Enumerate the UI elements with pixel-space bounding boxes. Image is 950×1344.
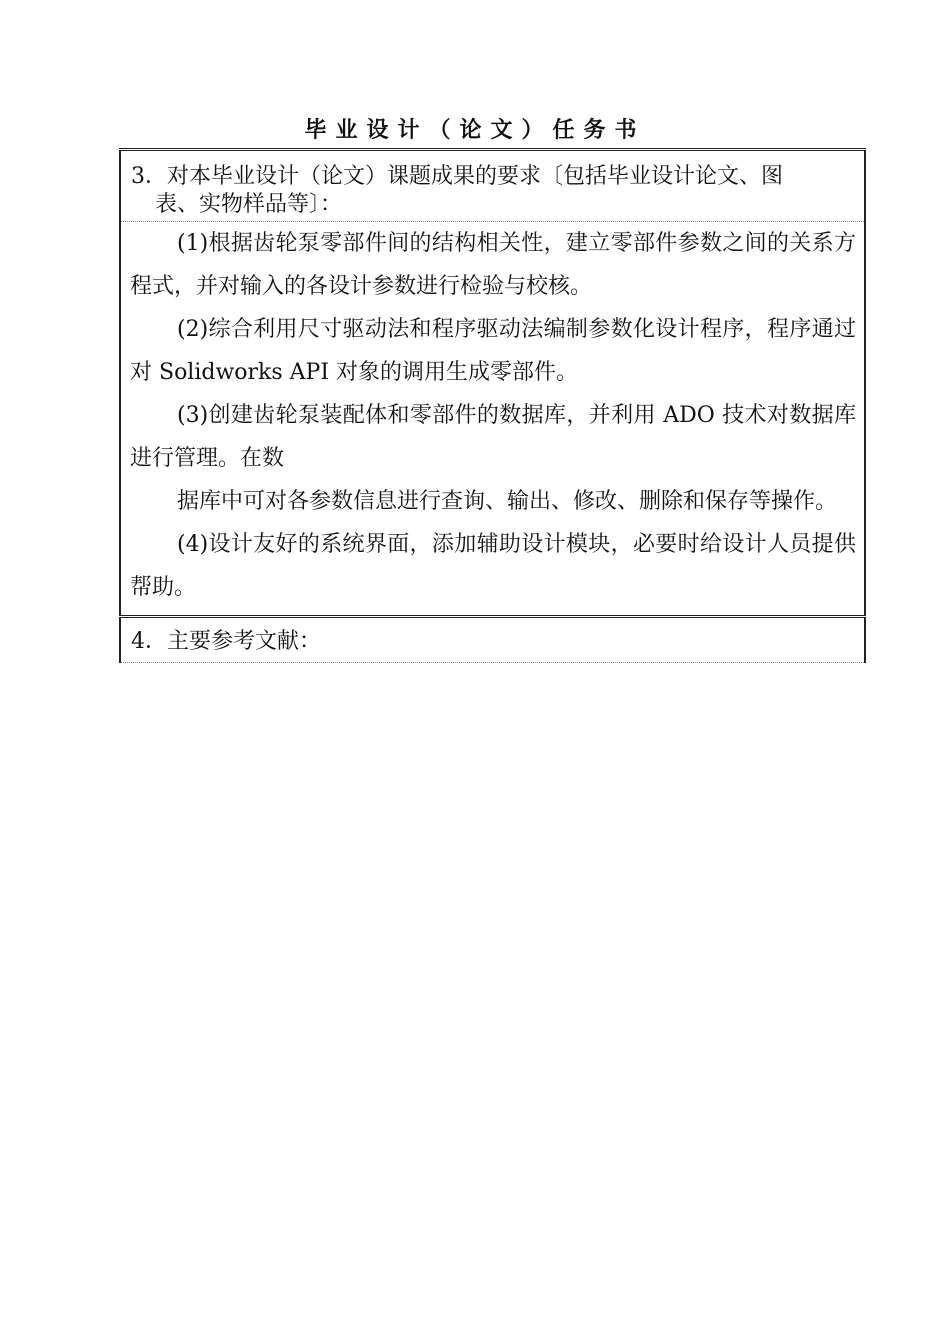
task-table — [119, 148, 866, 663]
requirement-paragraph-3: (3)创建齿轮泵装配体和零部件的数据库，并利用 ADO 技术对数据库进行管理。在数 — [130, 403, 856, 471]
requirement-paragraph-2: (2)综合利用尺寸驱动法和程序驱动法编制参数化设计程序，程序通过对 Solidworks API 对象的调用生成零部件。 — [130, 317, 856, 385]
requirement-paragraph-3-continued: 据库中可对各参数信息进行查询、输出、修改、删除和保存等操作。 — [177, 489, 838, 514]
section-3-heading — [121, 151, 864, 221]
requirement-paragraph-1: (1)根据齿轮泵零部件间的结构相关性，建立零部件参数之间的关系方程式，并对输入的各设计参数进行检验与校核。 — [130, 231, 856, 299]
requirement-paragraph-4: (4)设计友好的系统界面，添加辅助设计模块，必要时给设计人员提供帮助。 — [130, 532, 856, 600]
dotted-divider-bottom — [121, 662, 864, 663]
section-requirements — [119, 151, 866, 615]
section-references — [119, 618, 866, 663]
section-4-heading: 4．主要参考文献： — [131, 629, 321, 654]
section-3-heading-line2: 表、实物样品等〕： — [155, 192, 343, 217]
section-3-heading-line1: 3．对本毕业设计（论文）课题成果的要求〔包括毕业设计论文、图 — [131, 164, 783, 189]
document-title: 毕业设计（论文）任务书 — [304, 118, 646, 143]
requirements-body — [121, 222, 864, 615]
